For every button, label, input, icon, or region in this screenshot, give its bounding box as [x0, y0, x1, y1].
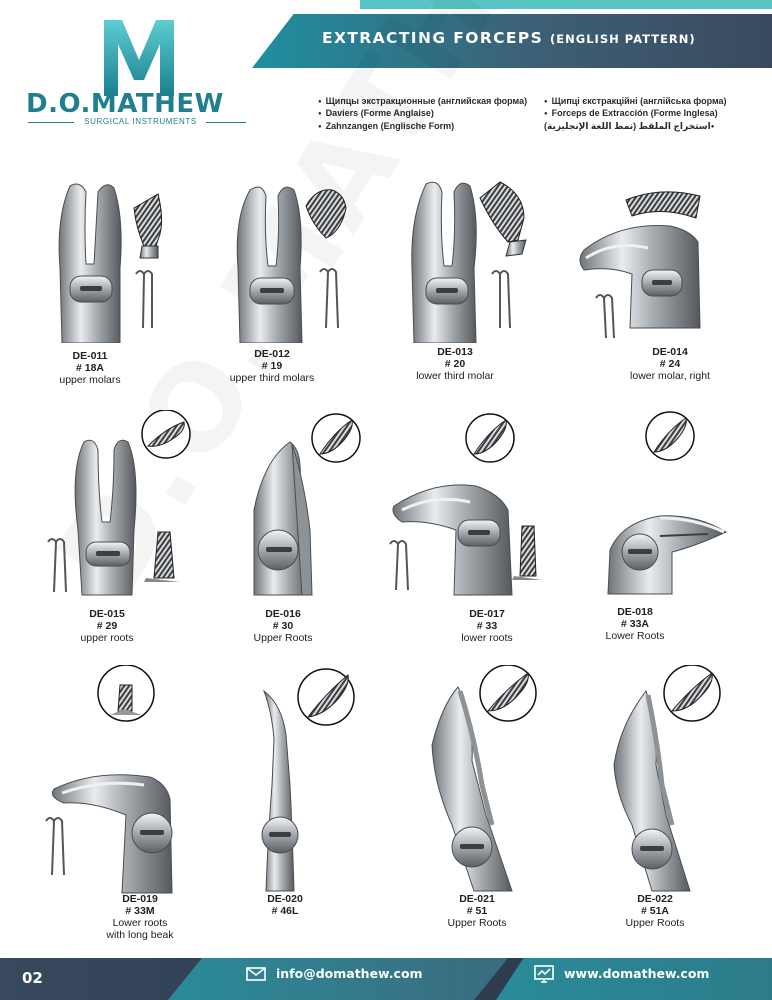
product-de-020: [252, 665, 382, 917]
translations-list-left: [318, 96, 538, 133]
product-code: DE-015: [89, 608, 125, 620]
forceps-image: [240, 410, 370, 600]
product-code: DE-018: [617, 606, 653, 618]
header-accent-strip: [360, 0, 772, 9]
brand-divider-right: [206, 122, 246, 123]
product-description-2: with long beak: [106, 929, 174, 941]
product-number: # 18A: [75, 362, 105, 374]
product-de-019: [40, 665, 210, 941]
product-caption: [432, 608, 542, 644]
product-caption: [228, 608, 338, 644]
product-de-018: [600, 410, 740, 642]
website-link[interactable]: www.domathew.com: [564, 966, 710, 981]
product-caption: [580, 606, 690, 642]
product-description: Upper Roots: [625, 917, 685, 929]
product-description: Lower Roots: [605, 630, 665, 642]
product-caption: [80, 893, 200, 941]
product-description: upper roots: [80, 632, 134, 644]
translation-item: ● Daviers (Forme Anglaise): [318, 108, 538, 120]
product-number: # 30: [272, 620, 294, 632]
product-de-017: [384, 410, 564, 644]
forceps-image: [400, 178, 550, 343]
product-number: # 51: [466, 905, 488, 917]
product-caption: [52, 608, 162, 644]
forceps-image: [40, 665, 210, 895]
brand-divider-left: [28, 122, 74, 123]
product-code: DE-019: [122, 893, 158, 905]
product-description: lower roots: [461, 632, 513, 644]
translation-item: ● Zahnzangen (Englische Form): [318, 121, 538, 133]
product-caption: [230, 893, 340, 917]
product-de-022: [600, 665, 750, 929]
forceps-image: [252, 665, 382, 895]
product-number: # 29: [96, 620, 118, 632]
forceps-image: [40, 410, 200, 600]
translation-item: ● Щипцы экстракционные (английская форма): [318, 96, 538, 108]
product-number: # 46L: [271, 905, 299, 917]
product-de-012: [222, 178, 372, 384]
forceps-image: [420, 665, 570, 895]
product-de-021: [420, 665, 570, 929]
product-caption: [40, 350, 140, 386]
brand-name: D.O.MATHEW: [26, 89, 224, 119]
product-caption: [422, 893, 532, 929]
page-title-sub: (ENGLISH PATTERN): [550, 32, 696, 46]
product-caption: [600, 893, 710, 929]
product-code: DE-020: [267, 893, 303, 905]
translation-item: ● استخراج الملقط (نمط اللغة الإنجليزية): [544, 121, 762, 133]
brand-tagline: SURGICAL INSTRUMENTS: [84, 117, 197, 126]
product-code: DE-012: [254, 348, 290, 360]
forceps-image: [570, 178, 740, 343]
product-de-011: [40, 178, 190, 386]
email-icon: [246, 964, 266, 984]
brand-logo-icon: [100, 14, 178, 98]
translation-item: ● Щипці єкстракційні (англійська форма): [544, 96, 762, 108]
forceps-image: [222, 178, 372, 343]
forceps-image: [384, 410, 564, 600]
product-description: Upper Roots: [447, 917, 507, 929]
product-code: DE-022: [637, 893, 673, 905]
product-description: upper third molars: [229, 372, 315, 384]
page-title: [322, 29, 762, 53]
translation-item: ● Forceps de Extracción (Forme Inglesa): [544, 108, 762, 120]
page-number: 02: [22, 969, 43, 987]
product-caption: [610, 346, 730, 382]
product-number: # 51A: [640, 905, 670, 917]
website-icon: [534, 964, 554, 984]
product-description: upper molars: [59, 374, 121, 386]
product-de-016: [240, 410, 370, 644]
page-title-main: EXTRACTING FORCEPS: [322, 29, 544, 47]
translations-list-right: [544, 96, 762, 133]
product-caption: [222, 348, 322, 384]
product-description: lower molar, right: [630, 370, 710, 382]
product-number: # 24: [659, 358, 681, 370]
forceps-image: [600, 410, 740, 600]
forceps-image: [600, 665, 750, 895]
product-description: Upper Roots: [253, 632, 313, 644]
email-link[interactable]: info@domathew.com: [276, 966, 423, 981]
product-description: Lower roots: [112, 917, 168, 929]
product-code: DE-014: [652, 346, 688, 358]
product-number: # 33M: [125, 905, 155, 917]
product-code: DE-017: [469, 608, 505, 620]
product-de-014: [570, 178, 740, 382]
product-number: # 33A: [620, 618, 650, 630]
forceps-image: [40, 178, 190, 343]
product-number: # 19: [261, 360, 283, 372]
product-code: DE-011: [72, 350, 108, 362]
product-caption: [400, 346, 510, 382]
product-de-013: [400, 178, 550, 382]
product-number: # 33: [476, 620, 498, 632]
product-code: DE-013: [437, 346, 473, 358]
product-code: DE-016: [265, 608, 301, 620]
product-code: DE-021: [459, 893, 495, 905]
product-description: lower third molar: [416, 370, 494, 382]
product-number: # 20: [444, 358, 466, 370]
product-de-015: [40, 410, 200, 644]
